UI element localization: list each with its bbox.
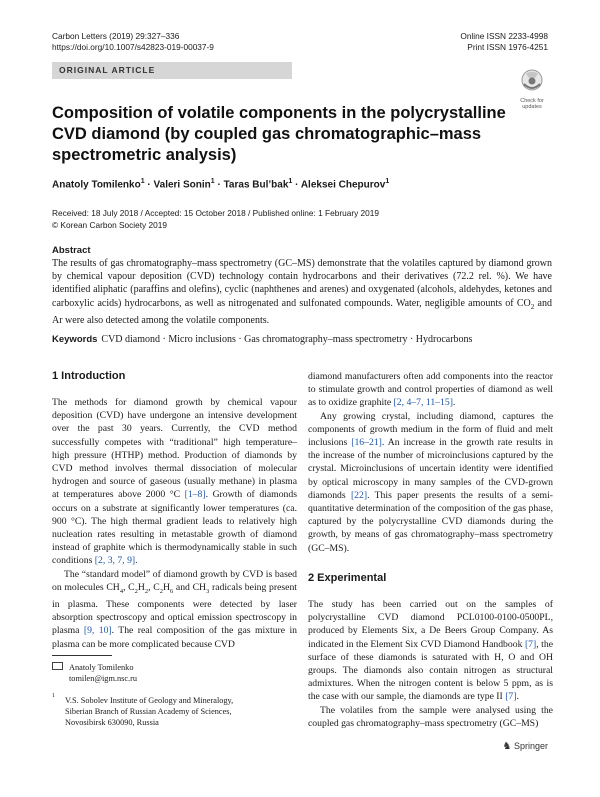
- citation-link[interactable]: [2, 4–7, 11–15]: [393, 397, 453, 409]
- author-name[interactable]: Taras Bul’bak: [223, 179, 289, 191]
- paragraph: diamond manufacturers often add components into the reactor to stimulate growth and control properties of diamond as well as to oxidize graphite [2, 4–7, 11–15].: [308, 371, 553, 409]
- abstract-heading: Abstract: [52, 245, 91, 256]
- author-name[interactable]: Valeri Sonin: [153, 179, 211, 191]
- author-affiliation-mark: 1: [140, 178, 145, 185]
- online-issn: Online ISSN 2233-4998: [460, 31, 548, 41]
- right-column-body-continued: [308, 598, 553, 730]
- affiliation-line: Siberian Branch of Russian Academy of Sciences,: [65, 707, 232, 716]
- paragraph: The methods for diamond growth by chemical vapour deposition (CVD) have undergone an intensive development over the past 30 years. Currently, the CVD method successfully competes with “traditional” high temperature–high pressure (HTHP) method. Production of diamonds by CVD method involves thermal dissociation of molecular hydrogen and source of gaseous (usually methane) in plasma at temperatures above 2000 °C [1–8]. Growth of diamonds occurs on a substrate at significantly lower temperatures (ca. 900 °C). The high thermal gradient leads to relatively high nucleation rates resulting in metastable growth of diamond instead of graphite which is thermodynamically stable in such conditions [2, 3, 7, 9].: [52, 397, 297, 567]
- corresponding-email[interactable]: tomilen@igm.nsc.ru: [69, 674, 138, 683]
- citation-link[interactable]: [7]: [524, 638, 537, 650]
- journal-citation: Carbon Letters (2019) 29:327–336: [52, 31, 180, 41]
- publication-dates: [52, 208, 379, 231]
- check-updates-line1: Check for: [520, 98, 544, 104]
- section-heading-introduction: 1 Introduction: [52, 370, 126, 382]
- paragraph: The “standard model” of diamond growth by CVD is based on molecules $CH_4$, $C_2H_2$, $C_2H_6$ and $CH_3$ radicals being present in plasma. These components were detected by laser absorption spectroscopy and optical emission spectroscopy in plasma [9, 10]. The real composition of the gas mixture in plasma can be more complicated because CVD: [52, 568, 298, 650]
- footnote-divider: [52, 655, 112, 656]
- paragraph: The study has been carried out on the samples of polycrystalline CVD diamond PCL0100-0100-0500PL, produced by Elements Six, a De Beers Group Company. As indicated in the Element Six CVD Diamond Handbook [7], the surface of these diamonds is saturated with H, O and OH groups. The diamonds also contain nitrogen as structural admixtures. When the nitrogen content is below 5 ppm, as is the case with our sample, the diamonds are type II [7].: [308, 599, 553, 703]
- author-list: Anatoly Tomilenko$^1$ · Valeri Sonin$^1$ · Taras Bul’bak$^1$ · Aleksei Chepurov$^1$: [52, 178, 390, 191]
- author-name[interactable]: Aleksei Chepurov: [300, 179, 386, 191]
- article-type-band: [52, 62, 292, 79]
- citation-link[interactable]: [16–21]: [351, 437, 382, 449]
- paragraph: Any growing crystal, including diamond, captures the components of growth medium in the form of fluid and melt inclusions [16–21]. An increase in the growth rate results in the increase of the number of microinclusions captured by the crystal. Microinclusions of uncertain identity were identified by optical microscopy in many samples of the CVD-grown diamonds [22]. This paper presents the results of a semi-quantitative determination of the composition of the gas phase, captured by the polycrystalline CVD diamonds during the growth, by means of gas chromatography–mass spectrometry (GC–MS).: [308, 410, 554, 554]
- right-column-body: [308, 370, 553, 555]
- author-affiliation-mark: 1: [385, 178, 390, 185]
- doi-link[interactable]: https://doi.org/10.1007/s42823-019-00037-9: [52, 42, 214, 52]
- copyright: © Korean Carbon Society 2019: [52, 219, 167, 230]
- affiliation-line: Novosibirsk 630090, Russia: [65, 718, 159, 727]
- history-dates: Received: 18 July 2018 / Accepted: 15 October 2018 / Published online: 1 February 2019: [52, 208, 380, 218]
- article-title: Composition of volatile components in the polycrystalline CVD diamond (by coupled gas chromatographic–mass spectrometric analysis): [52, 104, 506, 164]
- citation-link[interactable]: [22]: [350, 489, 368, 501]
- springer-horse-icon: ♞: [502, 741, 512, 752]
- citation-link[interactable]: [7]: [505, 691, 517, 703]
- publisher-name: Springer: [513, 741, 548, 751]
- author-affiliation-mark: 1: [210, 178, 215, 185]
- check-for-updates-badge[interactable]: [515, 68, 549, 110]
- abstract-body: The results of gas chromatography–mass spectrometry (GC–MS) demonstrate that the volatiles captured by diamond grown by chemical vapour deposition (CVD) technology contain hydrocarbons and their derivatives (72.2 rel. %). We have identified aliphatic (paraffins and olefins), cyclic (naphthenes and arenes) and oxygenated (alcohols, aldehydes, ketones and carboxylic acids) hydrocarbons, as well as nitrogenated and sulfonated compounds. Water, negligible amounts of $CO_2$ and Ar were also detected among the volatile components.: [52, 258, 552, 326]
- keywords-label: Keywords: [52, 334, 98, 345]
- affiliation-number: 1: [52, 693, 55, 699]
- paragraph: The volatiles from the sample were analysed using the coupled gas chromatography–mass spectrometry (GC–MS): [308, 704, 553, 729]
- section-heading-experimental: 2 Experimental: [308, 572, 387, 584]
- keywords: [52, 333, 552, 346]
- keywords-list: CVD diamond · Micro inclusions · Gas chromatography–mass spectrometry · Hydrocarbons: [101, 334, 473, 345]
- affiliation: [52, 691, 234, 727]
- corresponding-author-name: Anatoly Tomilenko: [69, 663, 134, 672]
- left-column-body: [52, 396, 297, 651]
- affiliation-line: V.S. Sobolev Institute of Geology and Mineralogy,: [65, 696, 234, 705]
- check-updates-icon: [515, 68, 549, 94]
- author-name[interactable]: Anatoly Tomilenko: [52, 179, 141, 191]
- publisher-logo: [502, 741, 548, 752]
- citation-link[interactable]: [2, 3, 7, 9]: [94, 555, 136, 567]
- check-updates-line2: updates: [522, 104, 542, 110]
- citation-link[interactable]: [1–8]: [184, 489, 206, 501]
- citation-link[interactable]: [9, 10]: [83, 625, 112, 637]
- author-affiliation-mark: 1: [288, 178, 293, 185]
- corresponding-author: [52, 662, 137, 684]
- envelope-icon: [52, 662, 63, 670]
- print-issn: Print ISSN 1976-4251: [467, 42, 548, 52]
- article-type-label: ORIGINAL ARTICLE: [59, 65, 156, 75]
